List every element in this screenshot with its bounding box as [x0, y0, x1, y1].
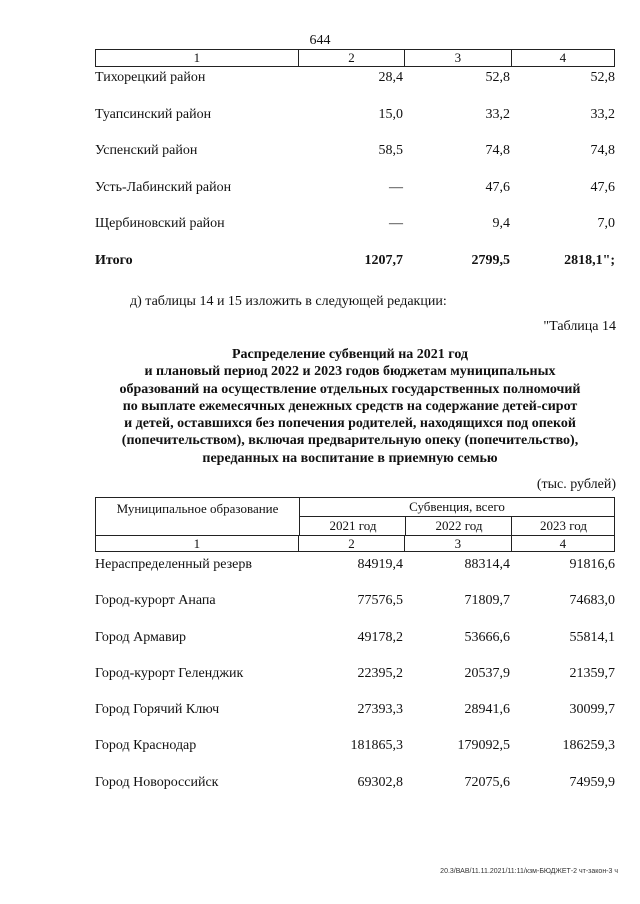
title-line: Распределение субвенций на 2021 год	[232, 347, 468, 362]
amendment-note: д) таблицы 14 и 15 изложить в следующей редакции:	[130, 294, 447, 309]
title-line: и детей, оставшихся без попечения родителей, находящихся под опекой	[124, 416, 576, 432]
row-value-2023: 91816,6	[569, 557, 615, 572]
table-row	[95, 591, 615, 627]
table1-header-col1: 1	[193, 50, 201, 65]
column-number: 2	[298, 536, 404, 552]
row-value-2023: 186259,3	[562, 738, 615, 754]
row-value-2022: 33,2	[485, 106, 510, 122]
row-value-2022: 71809,7	[464, 593, 510, 609]
table-row	[95, 628, 615, 664]
document-footer: 20.3/ВАВ/11.11.2021/11:11/кзм-БЮДЖЕТ-2 чт-закон-3 ч	[440, 868, 618, 875]
table1-body	[95, 68, 615, 288]
row-name: Щербиновский район	[95, 216, 225, 232]
row-value-2023: 7,0	[597, 216, 615, 232]
row-value-2023: 30099,7	[569, 702, 615, 718]
row-name: Нераспределенный резерв	[95, 557, 252, 572]
subvention-header: Субвенция, всего	[300, 498, 614, 517]
total-value-2022: 2799,5	[471, 252, 510, 268]
table-total-row	[95, 251, 615, 288]
year-header-2022: 2022 год	[405, 517, 512, 535]
row-name: Усть-Лабинский район	[95, 179, 232, 195]
row-value-2022: 179092,5	[457, 738, 510, 754]
row-value-2022: 20537,9	[464, 665, 510, 681]
row-name: Туапсинский район	[95, 106, 212, 122]
table-row	[95, 773, 615, 809]
row-value-2021: 15,0	[378, 106, 403, 122]
row-value-2023: 74959,9	[569, 774, 615, 790]
table-row	[95, 736, 615, 772]
row-value-2021: 84919,4	[357, 557, 403, 572]
row-value-2023: 74,8	[590, 143, 615, 159]
row-value-2021: 22395,2	[357, 665, 403, 681]
title-line: и плановый период 2022 и 2023 годов бюджетам муниципальных	[144, 364, 556, 380]
row-value-2022: 28941,6	[464, 702, 510, 718]
table-row	[95, 178, 615, 215]
table-label: "Таблица 14	[543, 319, 616, 334]
row-value-2021: —	[389, 179, 403, 195]
total-value-2023: 2818,1";	[564, 252, 615, 268]
row-value-2022: 47,6	[485, 179, 510, 195]
row-value-2021: 49178,2	[357, 629, 403, 645]
row-value-2022: 52,8	[485, 70, 510, 85]
row-value-2022: 9,4	[492, 216, 510, 232]
total-value-2021: 1207,7	[364, 252, 403, 268]
row-value-2021: 28,4	[378, 70, 403, 85]
title-line: по выплате ежемесячных денежных средств на содержание детей-сирот	[122, 398, 578, 414]
table-row	[95, 700, 615, 736]
row-name: Город Армавир	[95, 629, 187, 645]
row-value-2021: 181865,3	[350, 738, 403, 754]
table-title	[60, 346, 640, 467]
units-label: (тыс. рублей)	[536, 477, 616, 492]
table-row	[95, 68, 615, 105]
row-value-2023: 21359,7	[569, 665, 615, 681]
table1-header-col2: 2	[298, 50, 404, 66]
row-name: Успенский район	[95, 143, 198, 159]
row-name: Город-курорт Анапа	[95, 593, 216, 609]
total-label: Итого	[95, 252, 133, 268]
row-value-2022: 88314,4	[464, 557, 510, 572]
municipality-header: Муниципальное образование	[96, 498, 300, 535]
title-line: (попечительством), включая предварительную опеку (попечительство),	[121, 433, 579, 449]
row-name: Тихорецкий район	[95, 70, 206, 85]
table1-header-col3: 3	[404, 50, 510, 66]
row-value-2022: 53666,6	[464, 629, 510, 645]
row-value-2023: 74683,0	[569, 593, 615, 609]
row-value-2022: 72075,6	[464, 774, 510, 790]
table-row	[95, 141, 615, 178]
table-row	[95, 664, 615, 700]
row-value-2021: 27393,3	[357, 702, 403, 718]
row-value-2023: 52,8	[590, 70, 615, 85]
row-name: Город Новороссийск	[95, 774, 219, 790]
table2-body	[95, 555, 615, 809]
year-header-2023: 2023 год	[511, 517, 615, 535]
column-number-row	[96, 535, 614, 552]
table-row	[95, 555, 615, 591]
row-value-2021: 77576,5	[357, 593, 403, 609]
column-number: 1	[193, 536, 201, 551]
row-value-2022: 74,8	[485, 143, 510, 159]
column-number: 4	[511, 536, 614, 552]
column-number: 3	[404, 536, 510, 552]
page-number: 644	[309, 33, 331, 48]
row-name: Город Горячий Ключ	[95, 702, 220, 718]
table1-header-col4: 4	[511, 50, 614, 66]
row-name: Город-курорт Геленджик	[95, 665, 244, 681]
row-value-2023: 47,6	[590, 179, 615, 195]
row-value-2023: 33,2	[590, 106, 615, 122]
row-value-2023: 55814,1	[569, 629, 615, 645]
title-line: переданных на воспитание в приемную семью	[202, 450, 498, 466]
row-name: Город Краснодар	[95, 738, 197, 754]
year-header-2021: 2021 год	[299, 517, 406, 535]
row-value-2021: 69302,8	[357, 774, 403, 790]
table-row	[95, 214, 615, 251]
table1-header	[95, 49, 615, 67]
table2-header	[95, 497, 615, 552]
title-line: образований на осуществление отдельных государственных полномочий	[119, 381, 581, 397]
row-value-2021: —	[389, 216, 403, 232]
table-row	[95, 105, 615, 142]
row-value-2021: 58,5	[378, 143, 403, 159]
